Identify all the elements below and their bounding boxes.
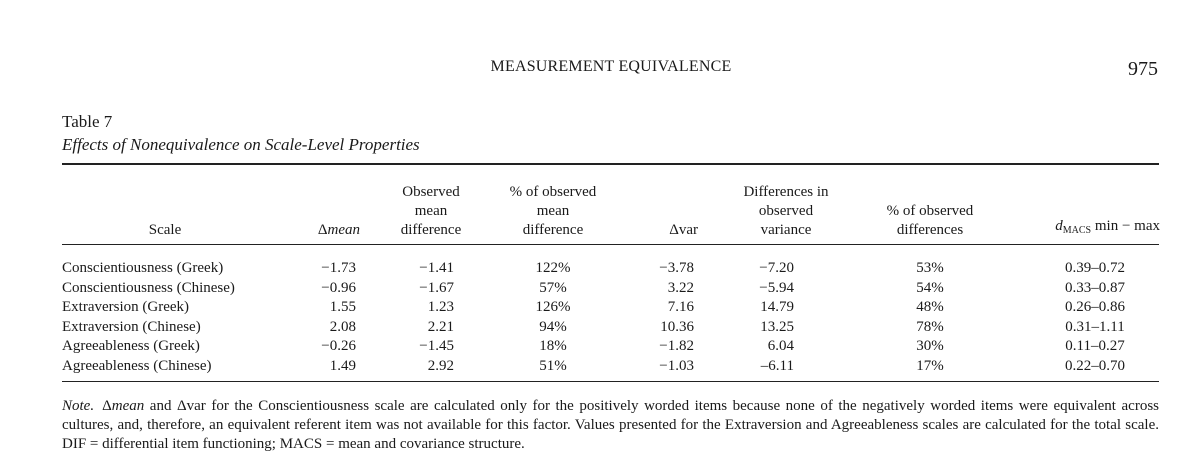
cell-scale: Agreeableness (Chinese) [62,357,212,374]
cell-dmacs-range: 0.31–1.11 [1065,318,1125,335]
header-pct-observed-differences [862,180,998,240]
cell-delta-var: −1.82 [659,338,694,354]
cell-dmacs-range: 0.39–0.72 [1065,260,1125,276]
table-row [0,259,1200,279]
cell-scale: Extraversion (Greek) [62,299,190,315]
cell-scale: Conscientiousness (Chinese) [62,279,235,296]
header-pod-line-2: differences [896,222,964,238]
header-dov-line-3: variance [760,222,812,238]
header-observed-mean-difference [385,180,477,240]
header-dvar-line: Δvar [669,222,698,238]
cell-pct-observed-differences: 78% [916,318,944,335]
running-head: MEASUREMENT EQUIVALENCE [490,58,732,75]
note-delta-mean-word: mean [111,398,145,414]
header-dmacs-subscript: MACS [1062,225,1092,236]
cell-scale: Conscientiousness (Greek) [62,260,224,276]
cell-differences-observed-variance: 13.25 [760,318,794,335]
cell-pct-observed-differences: 53% [916,260,944,276]
cell-dmacs-range: 0.33–0.87 [1065,279,1125,296]
cell-differences-observed-variance: 14.79 [760,299,794,315]
cell-dmacs-range: 0.11–0.27 [1065,338,1125,354]
cell-differences-observed-variance: –6.11 [760,357,794,374]
header-pomd-line-1: % of observed [509,184,597,200]
cell-observed-mean-difference: −1.41 [419,260,454,276]
table-row [0,318,1200,338]
cell-delta-var: 10.36 [660,318,694,335]
header-dov-line-1: Differences in [743,184,829,200]
header-dmacs-range [1010,180,1160,240]
cell-pct-observed-mean-difference: 57% [539,279,567,296]
header-scale-line: Scale [148,222,182,238]
cell-pct-observed-differences: 48% [916,299,944,315]
cell-pct-observed-differences: 17% [916,357,944,374]
cell-delta-mean: −1.73 [321,260,356,276]
header-scale [62,180,268,240]
header-delta-mean-line [290,221,360,240]
cell-delta-var: −1.03 [659,357,694,374]
header-delta-mean-word: mean [327,222,360,238]
table-body [0,259,1200,376]
header-omd-line-1: Observed [402,184,460,200]
cell-observed-mean-difference: 2.21 [427,318,454,335]
note-text: and Δvar for the Conscientiousness scale are calculated only for the positively worded items because none of the negatively worded items were equivalent across cultures, and, therefore, an equivalent referent item was not available for this factor. Values presented for the Extraversion and Agreeableness scales are calculated for the total scale. DIF = differential item functioning; MACS = mean and covariance structure. [62,398,1159,452]
table-label: Table 7 [62,112,113,131]
cell-pct-observed-mean-difference: 18% [539,338,567,354]
cell-observed-mean-difference: −1.67 [419,279,454,296]
cell-pct-observed-mean-difference: 94% [539,318,567,335]
header-delta-var [628,180,698,240]
cell-observed-mean-difference: 2.92 [427,357,454,374]
table-row [0,279,1200,299]
table-row [0,357,1200,377]
note-label: Note. [62,398,95,414]
table-note [62,397,1159,454]
table-top-rule [62,163,1159,165]
cell-scale: Agreeableness (Greek) [62,338,200,354]
header-delta-mean [290,180,360,240]
cell-differences-observed-variance: −7.20 [759,260,794,276]
header-pod-line-1: % of observed [886,203,974,219]
table-row [0,298,1200,318]
header-differences-observed-variance [718,180,854,240]
cell-pct-observed-mean-difference: 126% [535,299,571,315]
cell-observed-mean-difference: −1.45 [419,338,454,354]
cell-pct-observed-differences: 54% [916,279,944,296]
cell-scale: Extraversion (Chinese) [62,318,201,335]
cell-pct-observed-mean-difference: 51% [539,357,567,374]
table-bottom-rule [62,381,1159,382]
header-pomd-line-3: difference [522,222,584,238]
cell-delta-mean: −0.26 [321,338,356,354]
cell-dmacs-range: 0.26–0.86 [1065,299,1125,315]
cell-delta-var: 7.16 [667,299,694,315]
header-omd-line-3: difference [400,222,462,238]
cell-dmacs-range: 0.22–0.70 [1065,357,1125,374]
note-delta-symbol: Δ [102,398,112,414]
page-number: 975 [1128,58,1158,80]
cell-differences-observed-variance: −5.94 [759,279,794,296]
cell-delta-mean: 1.49 [329,357,356,374]
cell-delta-mean: 2.08 [329,318,356,335]
cell-delta-var: 3.22 [667,279,694,296]
cell-observed-mean-difference: 1.23 [427,299,454,315]
header-dmacs-rest: min − max [1091,218,1160,234]
cell-delta-var: −3.78 [659,260,694,276]
table-header-rule [62,244,1159,245]
header-pomd-line-2: mean [536,203,570,219]
header-dmacs-line [1010,217,1160,240]
cell-differences-observed-variance: 6.04 [767,338,794,354]
header-dov-line-2: observed [758,203,814,219]
header-delta-symbol: Δ [317,222,328,238]
cell-pct-observed-differences: 30% [916,338,944,354]
cell-delta-mean: 1.55 [329,299,356,315]
table-title: Effects of Nonequivalence on Scale-Level Properties [62,135,420,154]
header-omd-line-2: mean [414,203,448,219]
cell-pct-observed-mean-difference: 122% [535,260,571,276]
cell-delta-mean: −0.96 [321,279,356,296]
header-dmacs-d: d [1055,218,1063,234]
table-row [0,337,1200,357]
header-pct-observed-mean-difference [492,180,614,240]
